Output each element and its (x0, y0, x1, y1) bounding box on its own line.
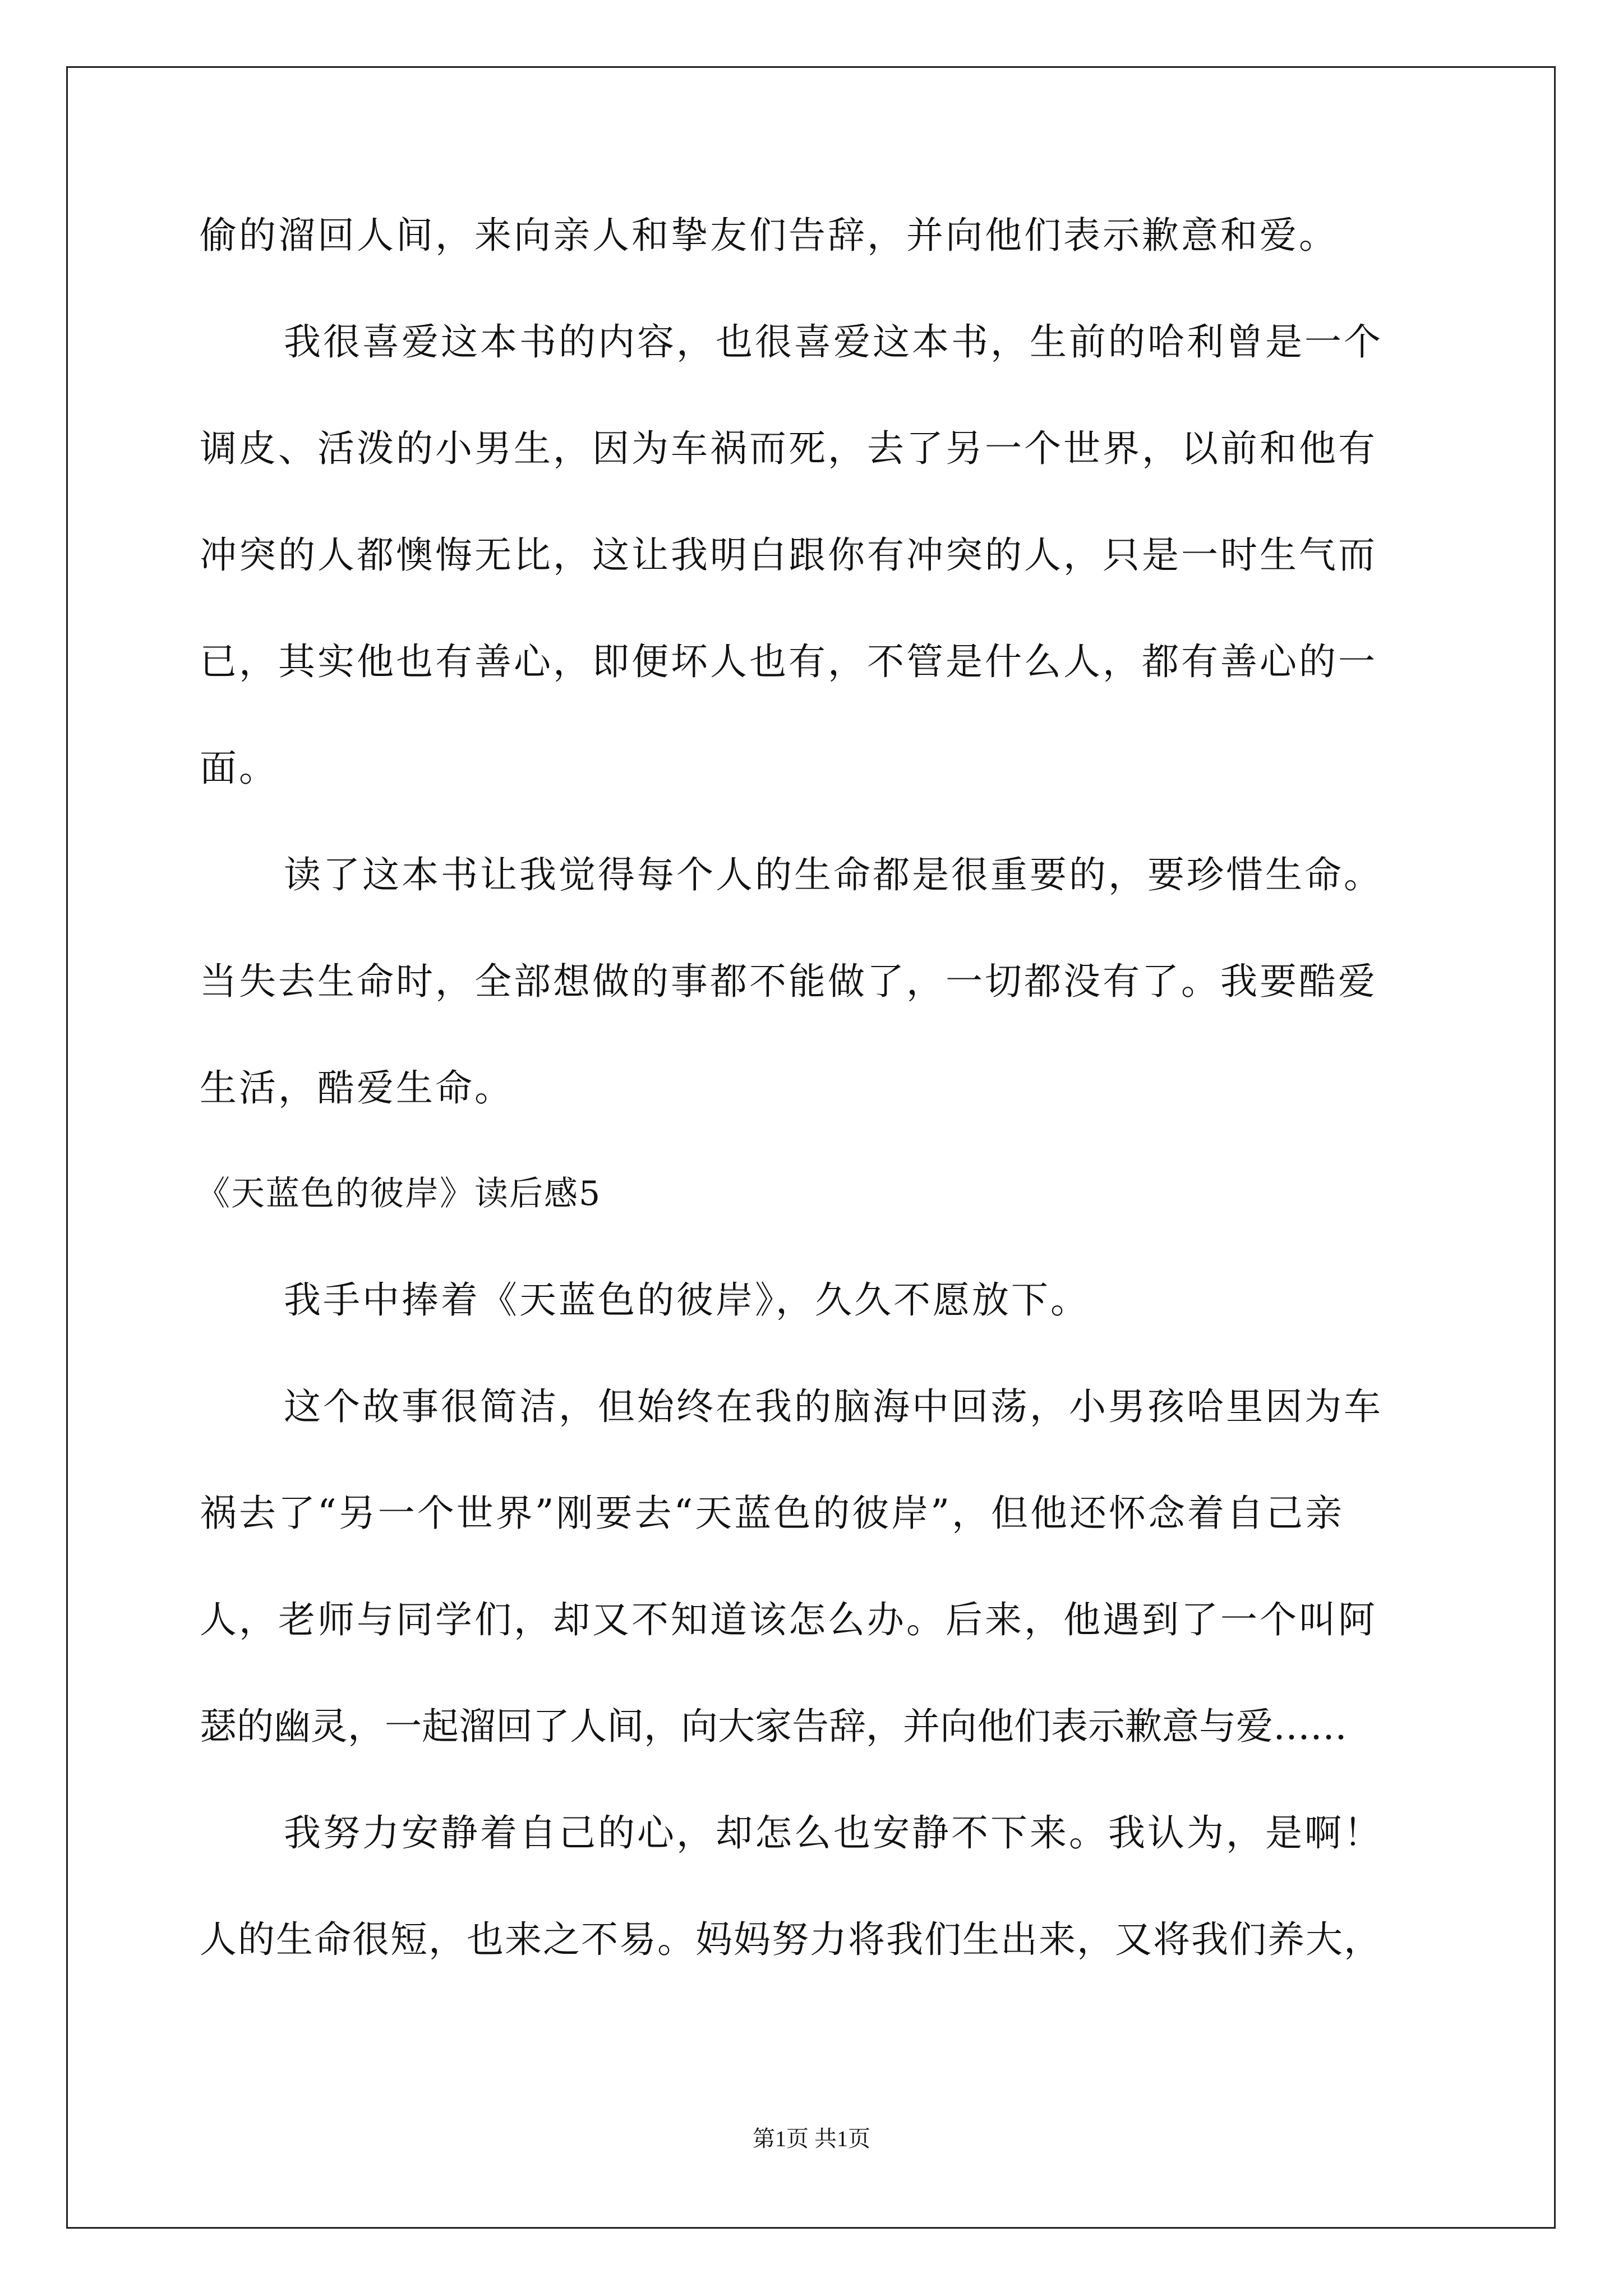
text-line: 我手中捧着《天蓝色的彼岸》，久久不愿放下。 (284, 1278, 1090, 1322)
text-line: 人，老师与同学们，却又不知道该怎么办。后来，他遇到了一个叫阿 (200, 1598, 1377, 1641)
section-heading: 《天蓝色的彼岸》读后感5 (196, 1174, 602, 1213)
text-line: 已，其实他也有善心，即便坏人也有，不管是什么人，都有善心的一 (200, 640, 1377, 683)
text-line: 我努力安静着自己的心，却怎么也安静不下来。我认为，是啊！ (284, 1811, 1383, 1855)
text-line: 读了这本书让我觉得每个人的生命都是很重要的，要珍惜生命。 (284, 853, 1383, 896)
text-line: 我很喜爱这本书的内容，也很喜爱这本书，生前的哈利曾是一个 (284, 320, 1383, 364)
text-line: 祸去了“另一个世界”刚要去“天蓝色的彼岸”，但他还怀念着自己亲 (200, 1492, 1344, 1535)
text-line: 冲突的人都懊悔无比，这让我明白跟你有冲突的人，只是一时生气而 (200, 533, 1377, 577)
text-line: 当失去生命时，全部想做的事都不能做了，一切都没有了。我要酷爱 (200, 960, 1377, 1003)
text-line: 偷的溜回人间，来向亲人和挚友们告辞，并向他们表示歉意和爱。 (200, 214, 1338, 257)
text-line: 调皮、活泼的小男生，因为车祸而死，去了另一个世界，以前和他有 (200, 427, 1377, 470)
text-line: 瑟的幽灵，一起溜回了人间，向大家告辞，并向他们表示歉意与爱…… (200, 1705, 1347, 1748)
page-footer: 第1页 共1页 (753, 2126, 870, 2151)
text-line: 生活，酷爱生命。 (200, 1066, 514, 1110)
text-line: 面。 (200, 747, 278, 790)
text-line: 人的生命很短，也来之不易。妈妈努力将我们生出来，又将我们养大， (200, 1918, 1382, 1961)
page-border (66, 66, 1556, 2229)
text-line: 这个故事很简洁，但始终在我的脑海中回荡，小男孩哈里因为车 (284, 1385, 1383, 1428)
